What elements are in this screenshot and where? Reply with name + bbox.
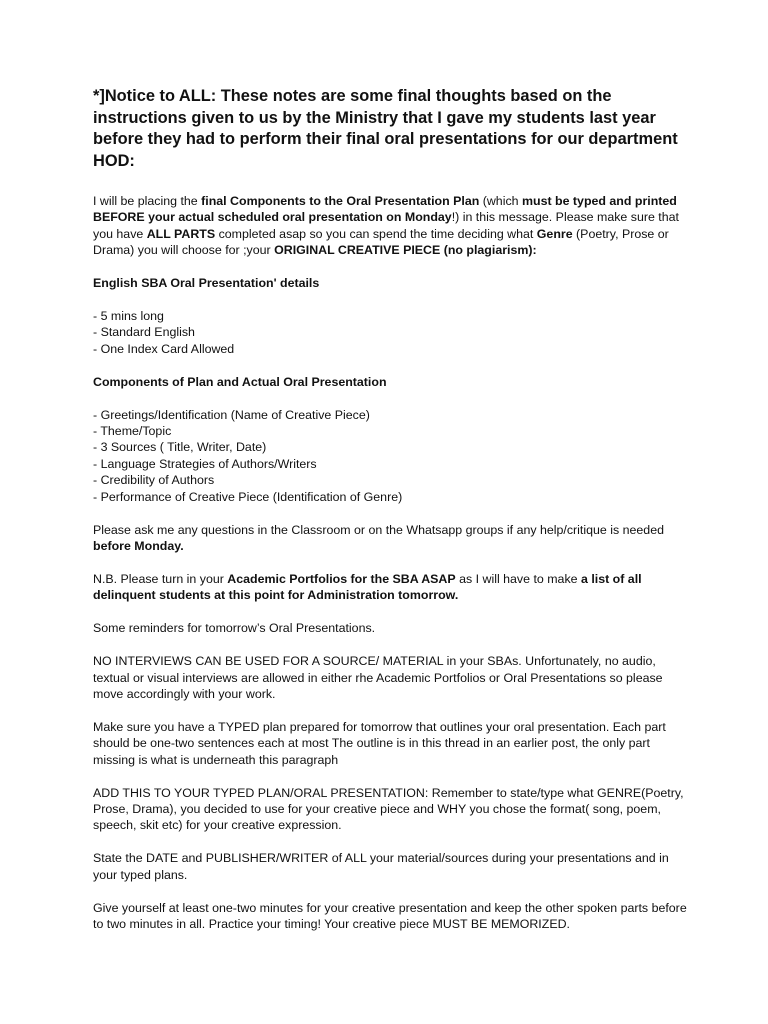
list-item: - Performance of Creative Piece (Identification of Genre) <box>93 489 403 504</box>
intro-bold-1: final Components to the Oral Presentation Plan <box>201 194 480 208</box>
list-item: - 3 Sources ( Title, Writer, Date) <box>93 440 267 455</box>
add-this-paragraph: ADD THIS TO YOUR TYPED PLAN/ORAL PRESENTATION: Remember to state/type what GENRE(Poetry, Prose, Drama), you decided to use for your creative piece and WHY you chose the format( song, poem, speech, skit etc) for your creative expression. <box>93 785 684 833</box>
state-date-paragraph: State the DATE and PUBLISHER/WRITER of ALL your material/sources during your presentations and in your typed plans. <box>93 851 669 882</box>
list-item: - One Index Card Allowed <box>93 341 235 356</box>
notice-heading: *]Notice to ALL: These notes are some final thoughts based on the instructions given to us by the Ministry that I gave my students last year before they had to perform their final oral presentations for our department HOD: <box>93 87 678 170</box>
intro-text-3: !) in this message. Please make sure that you have <box>93 210 679 241</box>
intro-bold-2: must be typed and printed BEFORE your actual scheduled oral presentation on Monday <box>93 194 677 225</box>
nb-bold-1: Academic Portfolios for the SBA ASAP <box>227 571 456 586</box>
nb-text-2: as I will have to make <box>455 571 581 586</box>
intro-bold-4: Genre <box>536 226 573 241</box>
timing-paragraph: Give yourself at least one-two minutes for your creative presentation and keep the other spoken parts before to two minutes in all. Practice your timing! Your creative piece MUST BE MEMORIZED. <box>93 900 687 931</box>
intro-text-5: (Poetry, Prose or Drama) you will choose for ;your <box>93 226 669 258</box>
intro-text-2: (which <box>479 194 522 208</box>
nb-bold-2: a list of all delinquent students at this point for Administration tomorrow. <box>93 571 642 603</box>
intro-paragraph <box>93 193 688 259</box>
components-list <box>93 407 688 505</box>
list-item: - Greetings/Identification (Name of Creative Piece) <box>93 407 370 422</box>
list-item: - Standard English <box>93 325 195 340</box>
details-list <box>93 308 688 357</box>
details-heading-text: English SBA Oral Presentation' details <box>93 276 320 291</box>
questions-text: Please ask me any questions in the Classroom or on the Whatsapp groups if any help/critique is needed <box>93 522 664 537</box>
intro-bold-5: ORIGINAL CREATIVE PIECE (no plagiarism): <box>274 243 537 258</box>
questions-paragraph <box>93 522 688 555</box>
intro-text-1: I will be placing the <box>93 194 202 208</box>
nb-text-1: N.B. Please turn in your <box>93 571 228 586</box>
list-item: - 5 mins long <box>93 309 164 324</box>
components-heading-text: Components of Plan and Actual Oral Presentation <box>93 374 387 389</box>
list-item: - Credibility of Authors <box>93 473 215 488</box>
reminders-paragraph: Some reminders for tomorrow’s Oral Presentations. <box>93 621 376 636</box>
intro-text-4: completed asap so you can spend the time deciding what <box>215 226 537 241</box>
no-interviews-paragraph: NO INTERVIEWS CAN BE USED FOR A SOURCE/ MATERIAL in your SBAs. Unfortunately, no audio, textual or visual interviews are allowed in either rhe Academic Portfolios or Oral Presentations so please move accordingly with your work. <box>93 654 663 701</box>
list-item: - Language Strategies of Authors/Writers <box>93 456 317 471</box>
list-item: - Theme/Topic <box>93 424 172 439</box>
nb-paragraph <box>93 571 688 604</box>
questions-bold: before Monday. <box>93 539 184 553</box>
details-heading <box>93 275 688 291</box>
typed-plan-paragraph: Make sure you have a TYPED plan prepared for tomorrow that outlines your oral presentation. Each part should be one-two sentences each at most The outline is in this thread in an earlier post, the only part missing is what is underneath this paragraph <box>93 719 666 767</box>
intro-bold-3: ALL PARTS <box>146 226 216 241</box>
components-heading <box>93 374 688 390</box>
